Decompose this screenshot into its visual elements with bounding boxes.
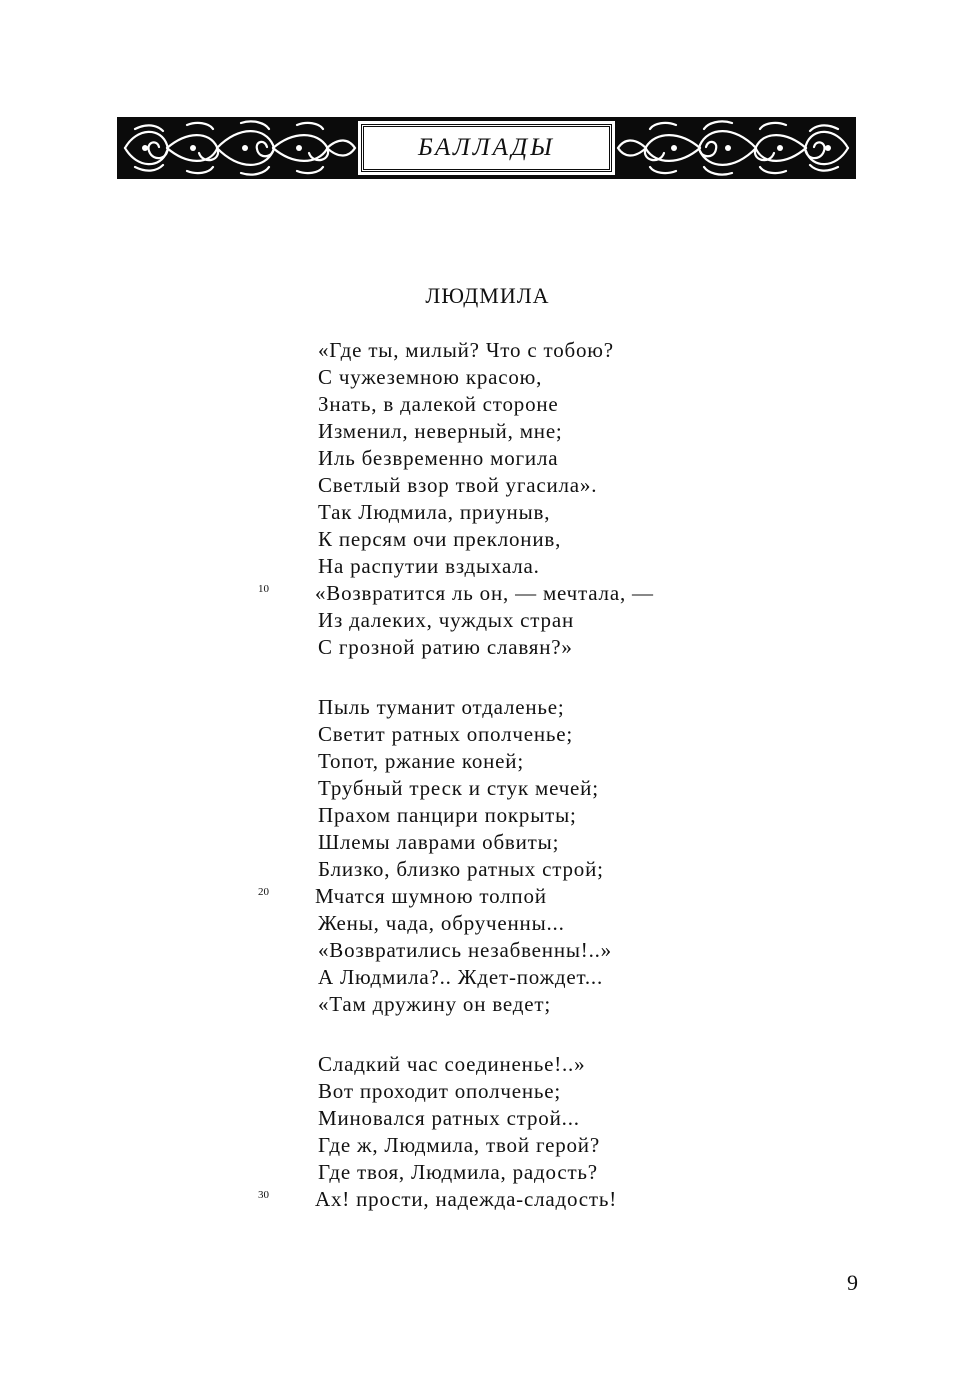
section-title: БАЛЛАДЫ [417, 134, 556, 161]
poem-line: Топот, ржание коней; [318, 749, 524, 773]
poem-line: Шлемы лаврами обвиты; [318, 830, 560, 854]
page-number: 9 [847, 1270, 858, 1295]
line-number: 20 [258, 886, 269, 898]
poem-line: Где твоя, Людмила, радость? [318, 1160, 598, 1184]
poem-line: Светит ратных ополченье; [318, 722, 574, 746]
poem-title: ЛЮДМИЛА [425, 283, 550, 308]
line-number: 10 [258, 583, 269, 595]
poem-line: Пыль туманит отдаленье; [318, 695, 565, 719]
poem-line: Мчатся шумною толпой [315, 884, 547, 908]
poem-line: Из далеких, чуждых стран [318, 608, 574, 632]
poem-line: С чужеземною красою, [318, 365, 543, 389]
poem-line: «Возвратились незабвенны!..» [318, 938, 612, 962]
poem-line: Миновался ратных строй... [318, 1106, 580, 1130]
poem-line: Трубный треск и стук мечей; [318, 776, 599, 800]
poem-line: Изменил, неверный, мне; [318, 419, 563, 443]
poem-line: Близко, близко ратных строй; [318, 857, 604, 881]
poem-line: К персям очи преклонив, [318, 527, 562, 551]
poem-line: Иль безвременно могила [318, 446, 559, 470]
poem-line: «Возвратится ль он, — мечтала, — [315, 581, 654, 605]
poem-line: Светлый взор твой угасила». [318, 473, 598, 497]
poem-line: «Где ты, милый? Что с тобою? [318, 338, 614, 362]
poem-line: Так Людмила, приуныв, [318, 500, 551, 524]
poem-line: Знать, в далекой стороне [318, 392, 559, 416]
poem-line: Вот проходит ополченье; [318, 1079, 562, 1103]
poem-line: Где ж, Людмила, твой герой? [318, 1133, 600, 1157]
poem-line: На распутии вздыхала. [318, 554, 540, 578]
poem-line: А Людмила?.. Ждет-пождет... [318, 965, 604, 989]
poem-line: «Там дружину он ведет; [318, 992, 551, 1016]
poem-line: Прахом панцири покрыты; [318, 803, 577, 827]
poem-line: Жены, чада, обрученны... [318, 911, 565, 935]
line-number: 30 [258, 1189, 269, 1201]
poem-line: Ах! прости, надежда-сладость! [315, 1187, 618, 1211]
poem-line: С грозной ратию славян?» [318, 635, 573, 659]
poem-line: Сладкий час соединенье!..» [318, 1052, 586, 1076]
